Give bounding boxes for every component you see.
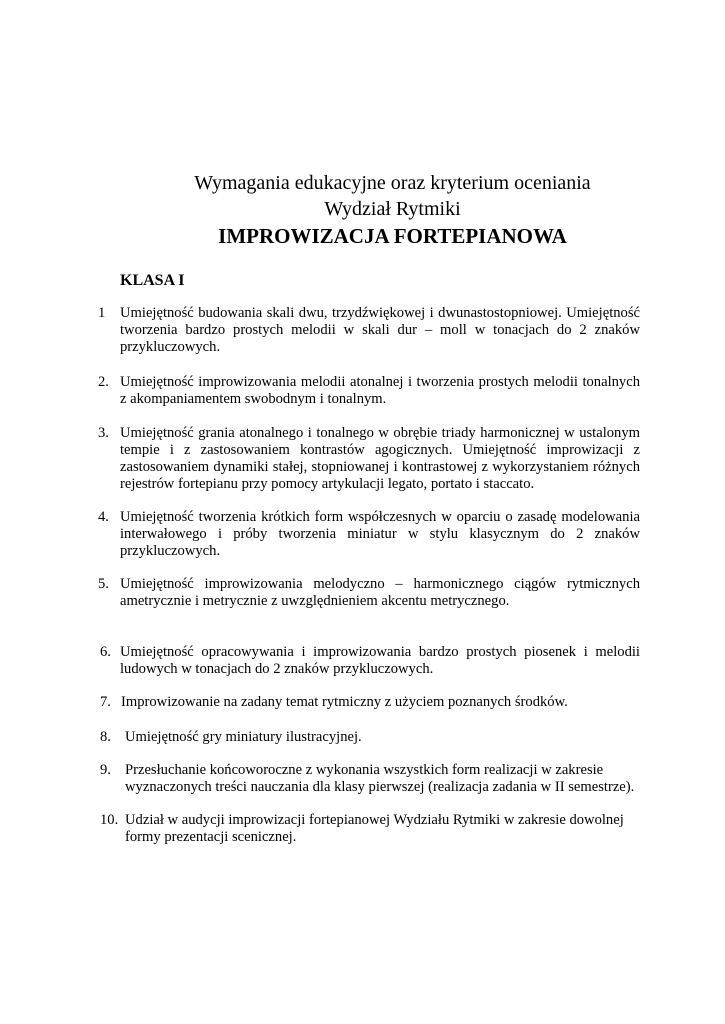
requirement-item: [98, 425, 640, 493]
requirement-text: Umiejętność improwizowania melodii atonalnej i tworzenia prostych melodii tonalnych z akompaniamentem swobodnym i tonalnym.: [120, 374, 640, 407]
requirement-number: 2.: [98, 374, 109, 390]
requirement-number: 4.: [98, 509, 109, 525]
requirement-number: 8.: [100, 729, 111, 745]
requirement-number: 5.: [98, 576, 109, 592]
requirement-text: Umiejętność tworzenia krótkich form współczesnych w oparciu o zasadę modelowania interwałowego i próby tworzenia miniatur w stylu klasycznym do 2 znaków przykluczowych.: [120, 509, 640, 559]
requirement-text: Umiejętność opracowywania i improwizowania bardzo prostych piosenek i melodii ludowych w tonacjach do 2 znaków przykluczowych.: [120, 644, 640, 677]
requirement-item: [98, 576, 640, 610]
requirement-item: [100, 644, 640, 678]
requirement-item: [100, 812, 635, 846]
requirement-number: 1: [98, 305, 106, 321]
requirement-text: Improwizowanie na zadany temat rytmiczny z użyciem poznanych środków.: [121, 694, 568, 710]
title-line-1: Wymagania edukacyjne oraz kryterium oceniania: [194, 172, 591, 194]
requirement-item: [98, 305, 640, 356]
title-line-2: Wydział Rytmiki: [324, 198, 461, 220]
requirement-number: 3.: [98, 425, 109, 441]
requirement-number: 6.: [100, 644, 111, 660]
requirement-text: Umiejętność grania atonalnego i tonalnego w obrębie triady harmonicznej w ustalonym tempie i z zastosowaniem kontrastów agogicznych. Umiejętność improwizacji z zastosowaniem dynamiki stałej, stopniowanej i kontrastowej z wykorzystaniem różnych rejestrów fortepianu przy pomocy artykulacji legato, portato i staccato.: [120, 425, 640, 492]
requirement-number: 10.: [100, 812, 119, 828]
title-line-subject: IMPROWIZACJA FORTEPIANOWA: [218, 224, 567, 248]
requirement-text: Udział w audycji improwizacji fortepianowej Wydziału Rytmiki w zakresie dowolnej formy prezentacji scenicznej.: [125, 812, 624, 845]
requirement-item: [100, 694, 641, 711]
requirement-item: [100, 729, 645, 746]
requirement-text: Umiejętność gry miniatury ilustracyjnej.: [125, 729, 362, 745]
requirement-number: 9.: [100, 762, 111, 778]
requirement-text: Umiejętność improwizowania melodyczno – harmonicznego ciągów rytmicznych ametrycznie i metrycznie z uwzględnieniem akcentu metrycznego.: [120, 576, 640, 609]
requirement-number: 7.: [100, 694, 111, 710]
document-title-block: [0, 170, 725, 250]
requirement-text: Umiejętność budowania skali dwu, trzydźwiękowej i dwunastostopniowej. Umiejętność tworzenia bardzo prostych melodii w skali dur – moll w tonacjach do 2 znaków przykluczowych.: [120, 305, 640, 355]
requirement-item: [100, 762, 645, 796]
requirement-item: [98, 509, 640, 560]
class-heading: KLASA I: [120, 272, 185, 289]
requirement-text: Przesłuchanie końcoworoczne z wykonania wszystkich form realizacji w zakresie wyznaczonych treści nauczania dla klasy pierwszej (realizacja zadania w II semestrze).: [125, 762, 635, 795]
requirement-item: [98, 374, 640, 408]
